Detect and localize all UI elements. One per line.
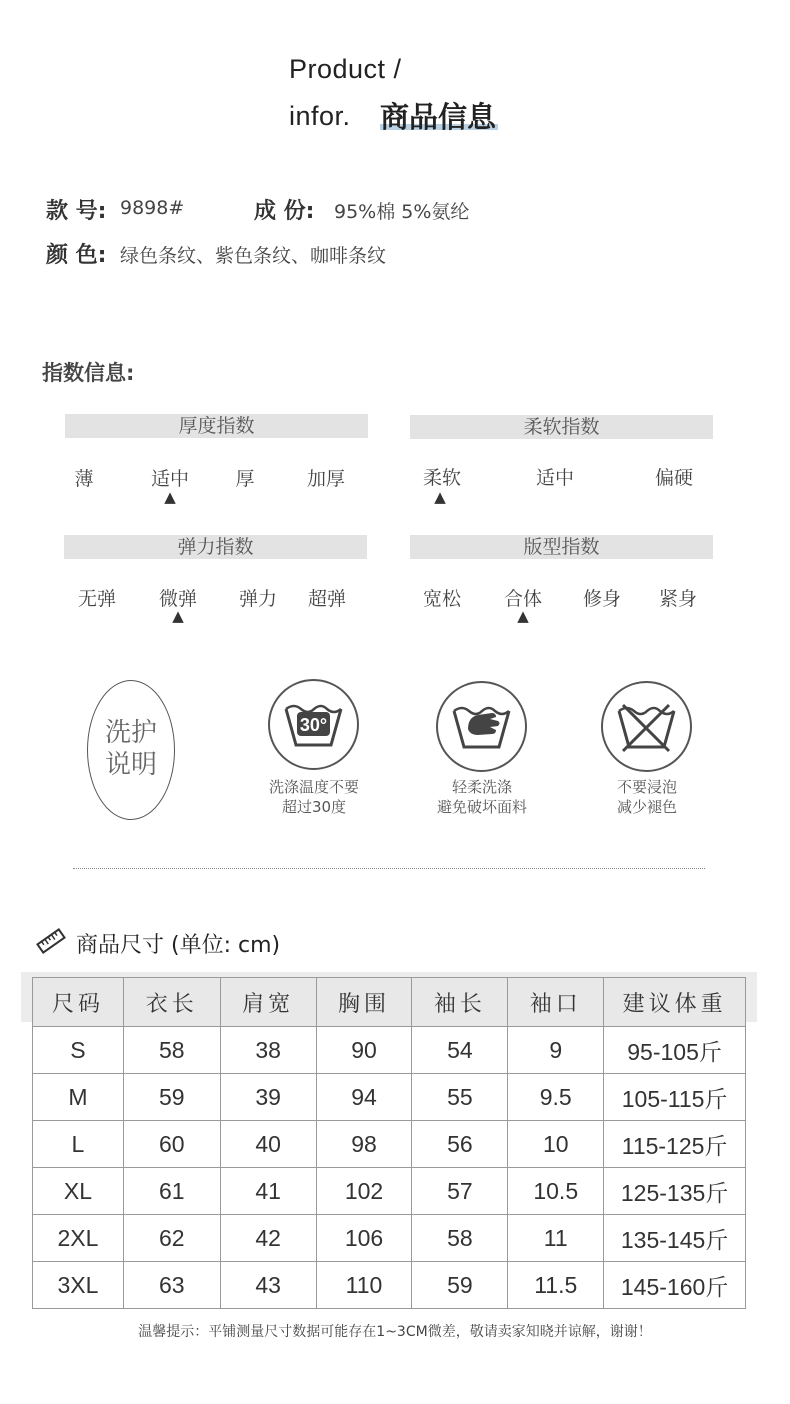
cell-length: 61 [123, 1168, 220, 1215]
cell-size: M [33, 1074, 124, 1121]
material-value: 95%棉 5%氨纶 [334, 201, 470, 223]
page-title: 商品信息 [380, 100, 497, 134]
title-en-line1: Product / [289, 54, 402, 84]
softness-selected-marker: ▲ [434, 488, 446, 506]
wash-temp-badge: 30° [299, 715, 328, 735]
cell-shoulder: 38 [220, 1027, 316, 1074]
cell-length: 58 [123, 1027, 220, 1074]
care-wash-temp-label [249, 777, 379, 817]
fit-level-regular: 合体 [503, 588, 542, 610]
elasticity-selected-marker: ▲ [172, 607, 184, 625]
cell-cuff: 9 [508, 1027, 604, 1074]
care-hand-wash-line2: 避免破坏面料 [436, 798, 527, 816]
cell-sleeve: 59 [412, 1262, 508, 1309]
cell-shoulder: 39 [220, 1074, 316, 1121]
cell-weight: 135-145斤 [604, 1215, 746, 1262]
cell-weight: 115-125斤 [604, 1121, 746, 1168]
color-value: 绿色条纹、紫色条纹、咖啡条纹 [120, 245, 387, 267]
cell-cuff: 9.5 [508, 1074, 604, 1121]
cell-cuff: 10 [508, 1121, 604, 1168]
care-title-line2: 说明 [104, 750, 157, 780]
care-wash-temp-line2: 超过30度 [281, 798, 347, 816]
care-hand-wash-line1: 轻柔洗涤 [451, 778, 512, 796]
header-shoulder: 肩宽 [220, 978, 316, 1027]
fit-selected-marker: ▲ [517, 607, 529, 625]
care-no-soak-label [582, 777, 712, 817]
header-weight: 建议体重 [604, 978, 746, 1027]
softness-level-medium: 适中 [535, 467, 574, 489]
measurement-note: 温馨提示：平铺测量尺寸数据可能存在1~3CM微差，敬请卖家知晓并谅解，谢谢！ [138, 1324, 652, 1340]
header-length: 衣长 [123, 978, 220, 1027]
fit-level-tight: 紧身 [658, 588, 697, 610]
cell-length: 59 [123, 1074, 220, 1121]
cell-size: 3XL [33, 1262, 124, 1309]
fit-index-bar: 版型指数 [410, 535, 713, 559]
title-en-line2: infor. [289, 101, 351, 131]
cell-sleeve: 54 [412, 1027, 508, 1074]
softness-index-bar: 柔软指数 [410, 415, 713, 439]
cell-length: 60 [123, 1121, 220, 1168]
fit-level-slim: 修身 [582, 588, 621, 610]
cell-shoulder: 42 [220, 1215, 316, 1262]
cell-chest: 98 [316, 1121, 412, 1168]
section-divider [73, 868, 705, 869]
care-title-line1: 洗护 [104, 718, 157, 748]
style-number-label: 款 号: [46, 199, 107, 224]
cell-size: S [33, 1027, 124, 1074]
softness-level-firm: 偏硬 [654, 467, 693, 489]
size-section-title: 商品尺寸 (单位: cm) [76, 933, 281, 958]
care-no-soak-line2: 减少褪色 [616, 798, 677, 816]
cell-size: L [33, 1121, 124, 1168]
cell-weight: 125-135斤 [604, 1168, 746, 1215]
cell-sleeve: 56 [412, 1121, 508, 1168]
cell-length: 62 [123, 1215, 220, 1262]
index-section-title: 指数信息: [42, 361, 135, 385]
cell-length: 63 [123, 1262, 220, 1309]
fit-level-loose: 宽松 [422, 588, 461, 610]
elasticity-index-bar: 弹力指数 [64, 535, 367, 559]
header-chest: 胸围 [316, 978, 412, 1027]
care-title-oval [87, 680, 175, 820]
do-not-soak-icon [601, 681, 692, 772]
thickness-level-extra-thick: 加厚 [306, 468, 345, 490]
cell-size: 2XL [33, 1215, 124, 1262]
thickness-level-thick: 厚 [235, 468, 255, 490]
cell-weight: 105-115斤 [604, 1074, 746, 1121]
header-size: 尺码 [33, 978, 124, 1027]
cell-size: XL [33, 1168, 124, 1215]
cell-shoulder: 43 [220, 1262, 316, 1309]
header-cuff: 袖口 [508, 978, 604, 1027]
care-wash-temp-line1: 洗涤温度不要 [268, 778, 359, 796]
care-no-soak-line1: 不要浸泡 [616, 778, 677, 796]
table-row [33, 1121, 746, 1168]
cell-weight: 145-160斤 [604, 1262, 746, 1309]
hand-wash-icon [436, 681, 527, 772]
elasticity-level-stretch: 弹力 [238, 588, 277, 610]
table-row [33, 1262, 746, 1309]
style-number-value: 9898# [120, 197, 185, 219]
cell-shoulder: 40 [220, 1121, 316, 1168]
cell-sleeve: 58 [412, 1215, 508, 1262]
material-label: 成 份: [254, 199, 315, 224]
cell-chest: 90 [316, 1027, 412, 1074]
elasticity-level-slight: 微弹 [158, 588, 197, 610]
cell-cuff: 11 [508, 1215, 604, 1262]
wash-30-icon [268, 679, 359, 770]
table-row [33, 1215, 746, 1262]
header-sleeve: 袖长 [412, 978, 508, 1027]
ruler-icon [36, 928, 66, 954]
thickness-level-thin: 薄 [74, 468, 94, 490]
table-row [33, 1027, 746, 1074]
color-label: 颜 色: [46, 243, 107, 268]
table-row [33, 1074, 746, 1121]
size-table-header-row [33, 978, 746, 1027]
care-hand-wash-label [417, 777, 547, 817]
size-table [32, 977, 746, 1309]
cell-cuff: 10.5 [508, 1168, 604, 1215]
thickness-index-bar: 厚度指数 [65, 414, 368, 438]
elasticity-level-none: 无弹 [77, 588, 116, 610]
cell-chest: 94 [316, 1074, 412, 1121]
table-row [33, 1168, 746, 1215]
cell-chest: 110 [316, 1262, 412, 1309]
softness-level-soft: 柔软 [422, 467, 461, 489]
cell-shoulder: 41 [220, 1168, 316, 1215]
thickness-level-medium: 适中 [150, 468, 189, 490]
cell-chest: 106 [316, 1215, 412, 1262]
cell-cuff: 11.5 [508, 1262, 604, 1309]
thickness-selected-marker: ▲ [164, 488, 176, 506]
cell-chest: 102 [316, 1168, 412, 1215]
cell-weight: 95-105斤 [604, 1027, 746, 1074]
cell-sleeve: 55 [412, 1074, 508, 1121]
elasticity-level-super: 超弹 [307, 588, 346, 610]
cell-sleeve: 57 [412, 1168, 508, 1215]
